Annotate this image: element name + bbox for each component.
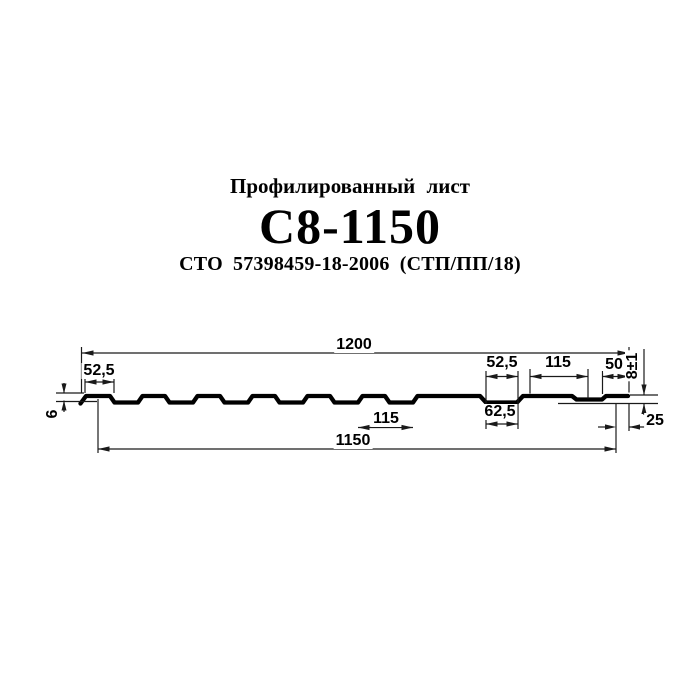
dim-label-edge-height: 6 (44, 409, 61, 419)
dim-label-overall-width: 1200 (336, 336, 372, 353)
dim-label-end-flat: 50 (605, 356, 623, 373)
dim-label-crest-right: 52,5 (486, 354, 518, 371)
model-title: С8-1150 (259, 198, 441, 254)
standard-title: СТО 57398459-18-2006 (СТП/ПП/18) (179, 253, 521, 275)
dim-label-crest-left: 52,5 (83, 362, 115, 379)
dim-label-pitch-bottom: 115 (373, 410, 399, 427)
dim-label-profile-height: 8±1 (624, 352, 641, 380)
sheet-profile-line (81, 396, 629, 404)
dim-label-valley-width: 62,5 (484, 403, 516, 420)
dim-label-useful-width: 1150 (335, 432, 371, 449)
dim-label-edge-overlap: 25 (646, 412, 664, 429)
dim-label-pitch-top: 115 (545, 354, 571, 371)
product-type-title: Профилированный лист (230, 174, 470, 198)
